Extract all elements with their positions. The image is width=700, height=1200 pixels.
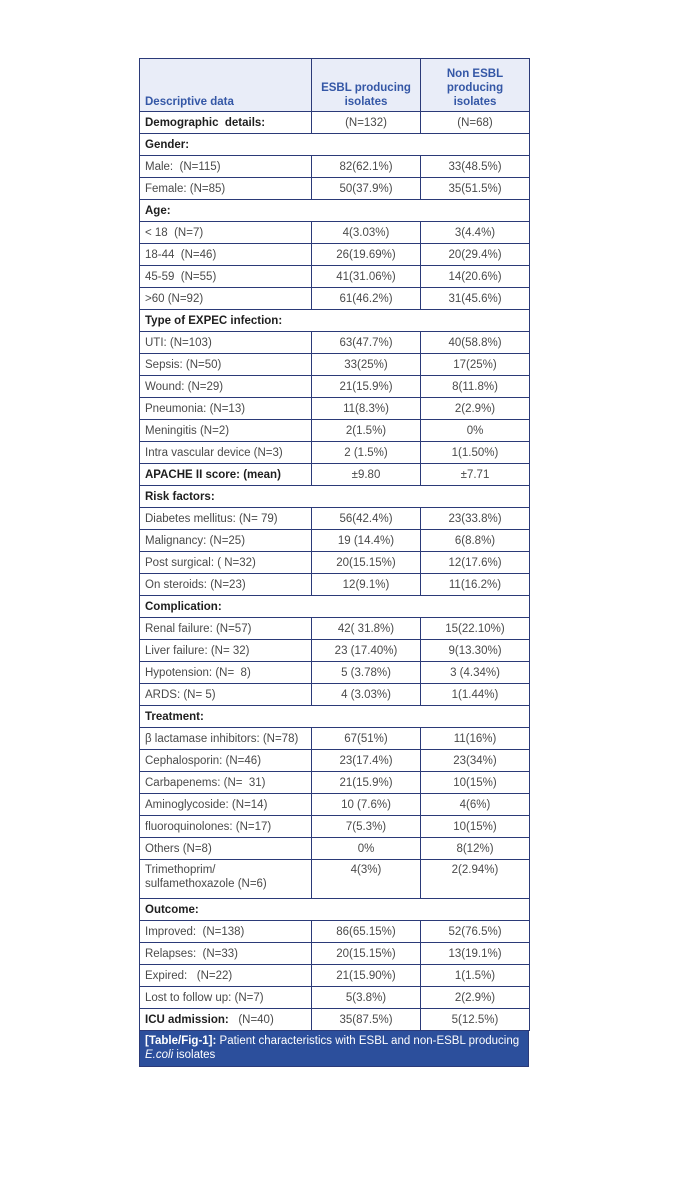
esbl-value: 56(42.4%) — [312, 508, 421, 530]
row-label: Renal failure: (N=57) — [140, 618, 312, 640]
table-row — [140, 728, 530, 750]
row-label: Pneumonia: (N=13) — [140, 398, 312, 420]
row-label: Expired: (N=22) — [140, 965, 312, 987]
table-row — [140, 860, 530, 899]
row-label — [140, 1009, 312, 1031]
table-row — [140, 987, 530, 1009]
esbl-value: 0% — [312, 838, 421, 860]
esbl-value: 26(19.69%) — [312, 244, 421, 266]
esbl-value: 82(62.1%) — [312, 156, 421, 178]
row-label-bold: ICU admission: — [145, 1013, 229, 1026]
caption-tail: isolates — [173, 1049, 216, 1061]
esbl-value: 11(8.3%) — [312, 398, 421, 420]
esbl-value: 4(3.03%) — [312, 222, 421, 244]
non-esbl-value: 15(22.10%) — [421, 618, 530, 640]
non-esbl-value: 9(13.30%) — [421, 640, 530, 662]
section-row — [140, 706, 530, 728]
row-label: Lost to follow up: (N=7) — [140, 987, 312, 1009]
table-row — [140, 244, 530, 266]
row-label: Female: (N=85) — [140, 178, 312, 200]
caption-italic: E.coli — [145, 1049, 174, 1061]
non-esbl-value: 33(48.5%) — [421, 156, 530, 178]
section-row — [140, 596, 530, 618]
section-row — [140, 134, 530, 156]
row-label: Male: (N=115) — [140, 156, 312, 178]
row-label: Trimethoprim/ sulfamethoxazole (N=6) — [140, 860, 312, 899]
table-row — [140, 772, 530, 794]
table-row — [140, 943, 530, 965]
row-label: Malignancy: (N=25) — [140, 530, 312, 552]
row-label: >60 (N=92) — [140, 288, 312, 310]
esbl-value: 33(25%) — [312, 354, 421, 376]
table-row — [140, 1009, 530, 1031]
row-label: ARDS: (N= 5) — [140, 684, 312, 706]
esbl-value: 61(46.2%) — [312, 288, 421, 310]
row-label-rest: (N=40) — [238, 1013, 274, 1026]
non-esbl-value: 8(12%) — [421, 838, 530, 860]
non-esbl-value: 1(1.5%) — [421, 965, 530, 987]
row-label: APACHE II score: (mean) — [140, 464, 312, 486]
non-esbl-value: 4(6%) — [421, 794, 530, 816]
esbl-value: 21(15.90%) — [312, 965, 421, 987]
esbl-value: 19 (14.4%) — [312, 530, 421, 552]
non-esbl-value: 23(34%) — [421, 750, 530, 772]
table-row — [140, 112, 530, 134]
non-esbl-value: 14(20.6%) — [421, 266, 530, 288]
table-row — [140, 816, 530, 838]
section-row — [140, 310, 530, 332]
non-esbl-value: 35(51.5%) — [421, 178, 530, 200]
esbl-value: ±9.80 — [312, 464, 421, 486]
table-row — [140, 508, 530, 530]
esbl-value: 23 (17.40%) — [312, 640, 421, 662]
esbl-value: 2(1.5%) — [312, 420, 421, 442]
section-row — [140, 200, 530, 222]
row-label: Liver failure: (N= 32) — [140, 640, 312, 662]
table-row — [140, 178, 530, 200]
section-label: Gender: — [140, 134, 530, 156]
non-esbl-value: 12(17.6%) — [421, 552, 530, 574]
row-label: Diabetes mellitus: (N= 79) — [140, 508, 312, 530]
section-label: Outcome: — [140, 899, 530, 921]
row-label: Carbapenems: (N= 31) — [140, 772, 312, 794]
table-caption — [139, 1031, 529, 1067]
esbl-value: 7(5.3%) — [312, 816, 421, 838]
non-esbl-value: 1(1.44%) — [421, 684, 530, 706]
row-label: Aminoglycoside: (N=14) — [140, 794, 312, 816]
row-label: Relapses: (N=33) — [140, 943, 312, 965]
esbl-value: 50(37.9%) — [312, 178, 421, 200]
non-esbl-value: ±7.71 — [421, 464, 530, 486]
row-label: β lactamase inhibitors: (N=78) — [140, 728, 312, 750]
esbl-value: 4(3%) — [312, 860, 421, 899]
table-row — [140, 838, 530, 860]
table-row — [140, 662, 530, 684]
non-esbl-value: 17(25%) — [421, 354, 530, 376]
non-esbl-value: 23(33.8%) — [421, 508, 530, 530]
non-esbl-value: 5(12.5%) — [421, 1009, 530, 1031]
table-header-row — [140, 59, 530, 112]
row-label: Others (N=8) — [140, 838, 312, 860]
section-row — [140, 486, 530, 508]
esbl-value: (N=132) — [312, 112, 421, 134]
esbl-value: 41(31.06%) — [312, 266, 421, 288]
non-esbl-value: 2(2.9%) — [421, 398, 530, 420]
non-esbl-value: 11(16.2%) — [421, 574, 530, 596]
non-esbl-value: 0% — [421, 420, 530, 442]
row-label: 18-44 (N=46) — [140, 244, 312, 266]
non-esbl-value: 40(58.8%) — [421, 332, 530, 354]
esbl-value: 4 (3.03%) — [312, 684, 421, 706]
table-row — [140, 222, 530, 244]
non-esbl-value: 1(1.50%) — [421, 442, 530, 464]
table-row — [140, 640, 530, 662]
non-esbl-value: 8(11.8%) — [421, 376, 530, 398]
non-esbl-value: 2(2.94%) — [421, 860, 530, 899]
row-label: Meningitis (N=2) — [140, 420, 312, 442]
table-row — [140, 266, 530, 288]
section-label: Type of EXPEC infection: — [140, 310, 530, 332]
row-label: On steroids: (N=23) — [140, 574, 312, 596]
non-esbl-value: (N=68) — [421, 112, 530, 134]
section-label: Risk factors: — [140, 486, 530, 508]
esbl-value: 23(17.4%) — [312, 750, 421, 772]
non-esbl-value: 20(29.4%) — [421, 244, 530, 266]
table-row — [140, 530, 530, 552]
non-esbl-value: 3(4.4%) — [421, 222, 530, 244]
row-label: Hypotension: (N= 8) — [140, 662, 312, 684]
non-esbl-value: 6(8.8%) — [421, 530, 530, 552]
esbl-value: 2 (1.5%) — [312, 442, 421, 464]
section-label: Treatment: — [140, 706, 530, 728]
table-row — [140, 398, 530, 420]
esbl-value: 5(3.8%) — [312, 987, 421, 1009]
esbl-value: 35(87.5%) — [312, 1009, 421, 1031]
table-row — [140, 288, 530, 310]
table-row — [140, 965, 530, 987]
header-non-esbl: Non ESBL producing isolates — [421, 59, 530, 112]
row-label: Post surgical: ( N=32) — [140, 552, 312, 574]
table-figure — [139, 58, 529, 1067]
section-row — [140, 899, 530, 921]
non-esbl-value: 52(76.5%) — [421, 921, 530, 943]
table-row — [140, 420, 530, 442]
table-row — [140, 332, 530, 354]
table-row — [140, 921, 530, 943]
table-row — [140, 574, 530, 596]
patient-characteristics-table — [139, 58, 530, 1031]
table-row — [140, 354, 530, 376]
non-esbl-value: 10(15%) — [421, 772, 530, 794]
esbl-value: 67(51%) — [312, 728, 421, 750]
table-row — [140, 464, 530, 486]
esbl-value: 20(15.15%) — [312, 552, 421, 574]
esbl-value: 21(15.9%) — [312, 772, 421, 794]
esbl-value: 42( 31.8%) — [312, 618, 421, 640]
header-esbl: ESBL producing isolates — [312, 59, 421, 112]
non-esbl-value: 3 (4.34%) — [421, 662, 530, 684]
row-label: < 18 (N=7) — [140, 222, 312, 244]
row-label: 45-59 (N=55) — [140, 266, 312, 288]
row-label: Improved: (N=138) — [140, 921, 312, 943]
esbl-value: 63(47.7%) — [312, 332, 421, 354]
non-esbl-value: 13(19.1%) — [421, 943, 530, 965]
non-esbl-value: 31(45.6%) — [421, 288, 530, 310]
row-label: Demographic details: — [140, 112, 312, 134]
non-esbl-value: 10(15%) — [421, 816, 530, 838]
esbl-value: 86(65.15%) — [312, 921, 421, 943]
esbl-value: 5 (3.78%) — [312, 662, 421, 684]
row-label: Cephalosporin: (N=46) — [140, 750, 312, 772]
table-row — [140, 684, 530, 706]
row-label: Sepsis: (N=50) — [140, 354, 312, 376]
section-label: Age: — [140, 200, 530, 222]
section-label: Complication: — [140, 596, 530, 618]
esbl-value: 20(15.15%) — [312, 943, 421, 965]
table-row — [140, 156, 530, 178]
row-label: Intra vascular device (N=3) — [140, 442, 312, 464]
table-row — [140, 794, 530, 816]
caption-text: Patient characteristics with ESBL and non-ESBL producing — [216, 1035, 520, 1047]
non-esbl-value: 11(16%) — [421, 728, 530, 750]
esbl-value: 21(15.9%) — [312, 376, 421, 398]
table-row — [140, 750, 530, 772]
esbl-value: 12(9.1%) — [312, 574, 421, 596]
table-row — [140, 552, 530, 574]
table-row — [140, 376, 530, 398]
table-row — [140, 618, 530, 640]
spacer — [229, 1014, 239, 1026]
row-label: UTI: (N=103) — [140, 332, 312, 354]
esbl-value: 10 (7.6%) — [312, 794, 421, 816]
table-row — [140, 442, 530, 464]
header-descriptive-data: Descriptive data — [140, 59, 312, 112]
row-label: fluoroquinolones: (N=17) — [140, 816, 312, 838]
table-body — [140, 112, 530, 1031]
row-label: Wound: (N=29) — [140, 376, 312, 398]
caption-tag: [Table/Fig-1]: — [145, 1035, 217, 1047]
non-esbl-value: 2(2.9%) — [421, 987, 530, 1009]
